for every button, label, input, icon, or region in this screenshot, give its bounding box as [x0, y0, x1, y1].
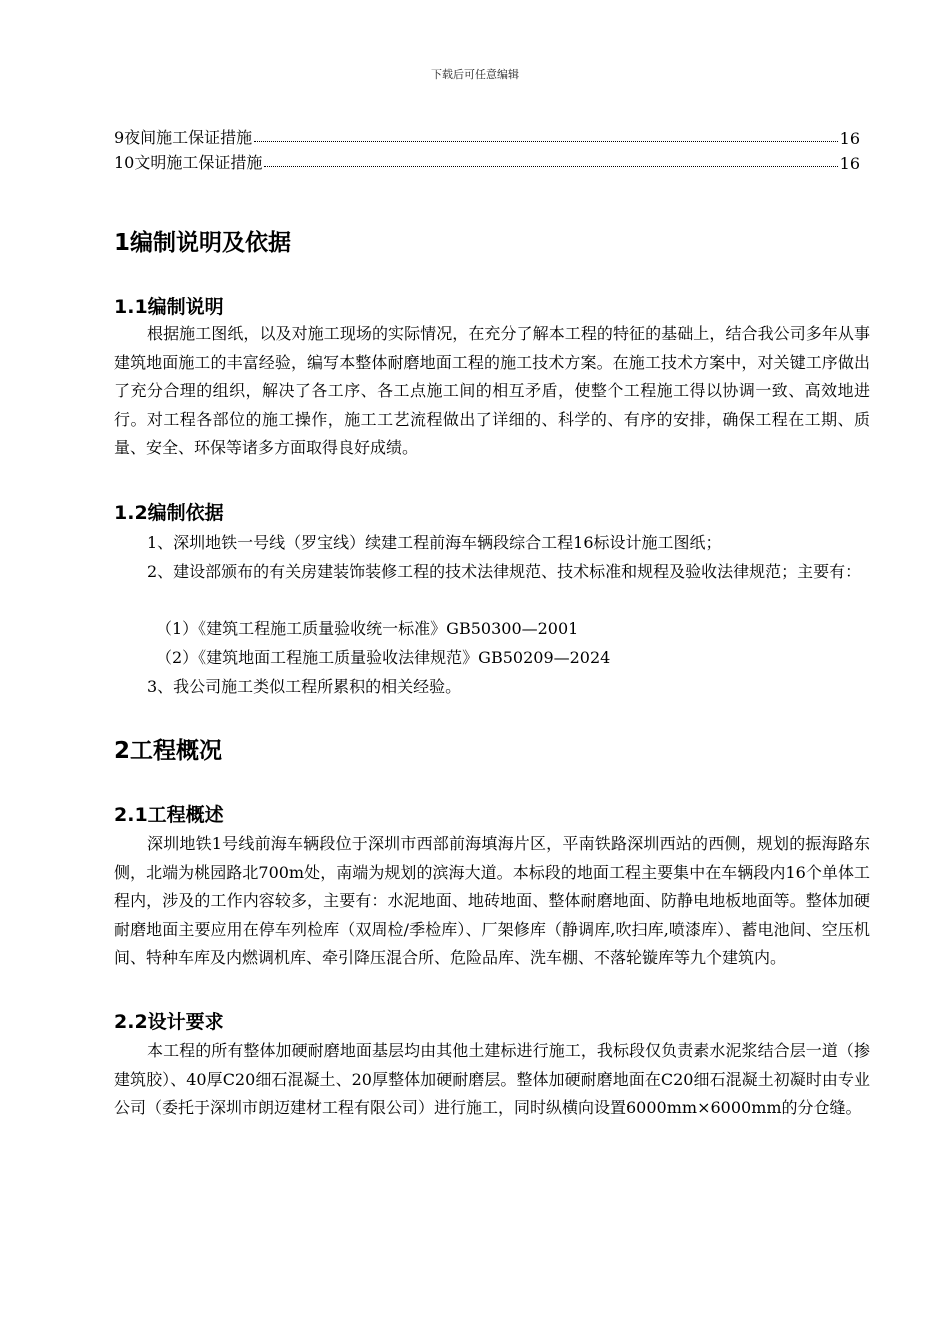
toc-entry-page: 16: [839, 129, 860, 148]
toc-entry-label: 9夜间施工保证措施: [114, 128, 253, 147]
basis-item-3: 3、我公司施工类似工程所累积的相关经验。: [147, 677, 462, 696]
section-2-2-heading: 2.2设计要求: [114, 1011, 224, 1033]
page-header: 下载后可任意编辑: [431, 68, 519, 81]
basis-item-2b: （2）《建筑地面工程施工质量验收法律规范》GB50209—2024: [156, 648, 611, 667]
basis-item-2: 2、建设部颁布的有关房建装饰装修工程的技术法律规范、技术标准和规程及验收法律规范；主要有：: [147, 562, 862, 581]
toc-entry-10[interactable]: [114, 149, 860, 173]
section-1-2-heading: 1.2编制依据: [114, 502, 224, 524]
section-1-heading: 1编制说明及依据: [114, 230, 292, 256]
section-1-1-heading: 1.1编制说明: [114, 296, 224, 318]
section-2-1-paragraph: 深圳地铁1号线前海车辆段位于深圳市西部前海填海片区，平南铁路深圳西站的西侧，规划的振海路东侧，北端为桃园路北700m处，南端为规划的滨海大道。本标段的地面工程主要集中在车辆段内16个单体工程内，涉及的工作内容较多，主要有：水泥地面、地砖地面、整体耐磨地面、防静电地板地面等。整体加硬耐磨地面主要应用在停车列检库（双周检/季检库）、厂架修库（静调库,吹扫库,喷漆库）、蓄电池间、空压机间、特种车库及内燃调机库、牵引降压混合所、危险品库、洗车棚、不落轮镟库等九个建筑内。: [114, 834, 870, 967]
toc-leader: [264, 166, 837, 167]
toc-leader: [254, 141, 837, 142]
section-2-1-heading: 2.1工程概述: [114, 804, 224, 826]
toc-entry-page: 16: [839, 154, 860, 173]
basis-item-1: 1、深圳地铁一号线（罗宝线）续建工程前海车辆段综合工程16标设计施工图纸；: [147, 533, 722, 552]
section-1-1-paragraph: 根据施工图纸，以及对施工现场的实际情况，在充分了解本工程的特征的基础上，结合我公司多年从事建筑地面施工的丰富经验，编写本整体耐磨地面工程的施工技术方案。在施工技术方案中，对关键工序做出了充分合理的组织，解决了各工序、各工点施工间的相互矛盾，使整个工程施工得以协调一致、高效地进行。对工程各部位的施工操作，施工工艺流程做出了详细的、科学的、有序的安排，确保工程在工期、质量、安全、环保等诸多方面取得良好成绩。: [114, 324, 870, 457]
toc-entry-9[interactable]: [114, 124, 860, 148]
toc-entry-label: 10文明施工保证措施: [114, 153, 263, 172]
section-2-2-paragraph: 本工程的所有整体加硬耐磨地面基层均由其他土建标进行施工，我标段仅负责素水泥浆结合层一道（掺建筑胶）、40厚C20细石混凝土、20厚整体加硬耐磨层。整体加硬耐磨地面在C20细石混凝土初凝时由专业公司（委托于深圳市朗迈建材工程有限公司）进行施工，同时纵横向设置6000mm×6000mm的分仓缝。: [114, 1041, 870, 1117]
basis-item-2a: （1）《建筑工程施工质量验收统一标准》GB50300—2001: [156, 619, 579, 638]
section-2-heading: 2工程概况: [114, 738, 223, 764]
